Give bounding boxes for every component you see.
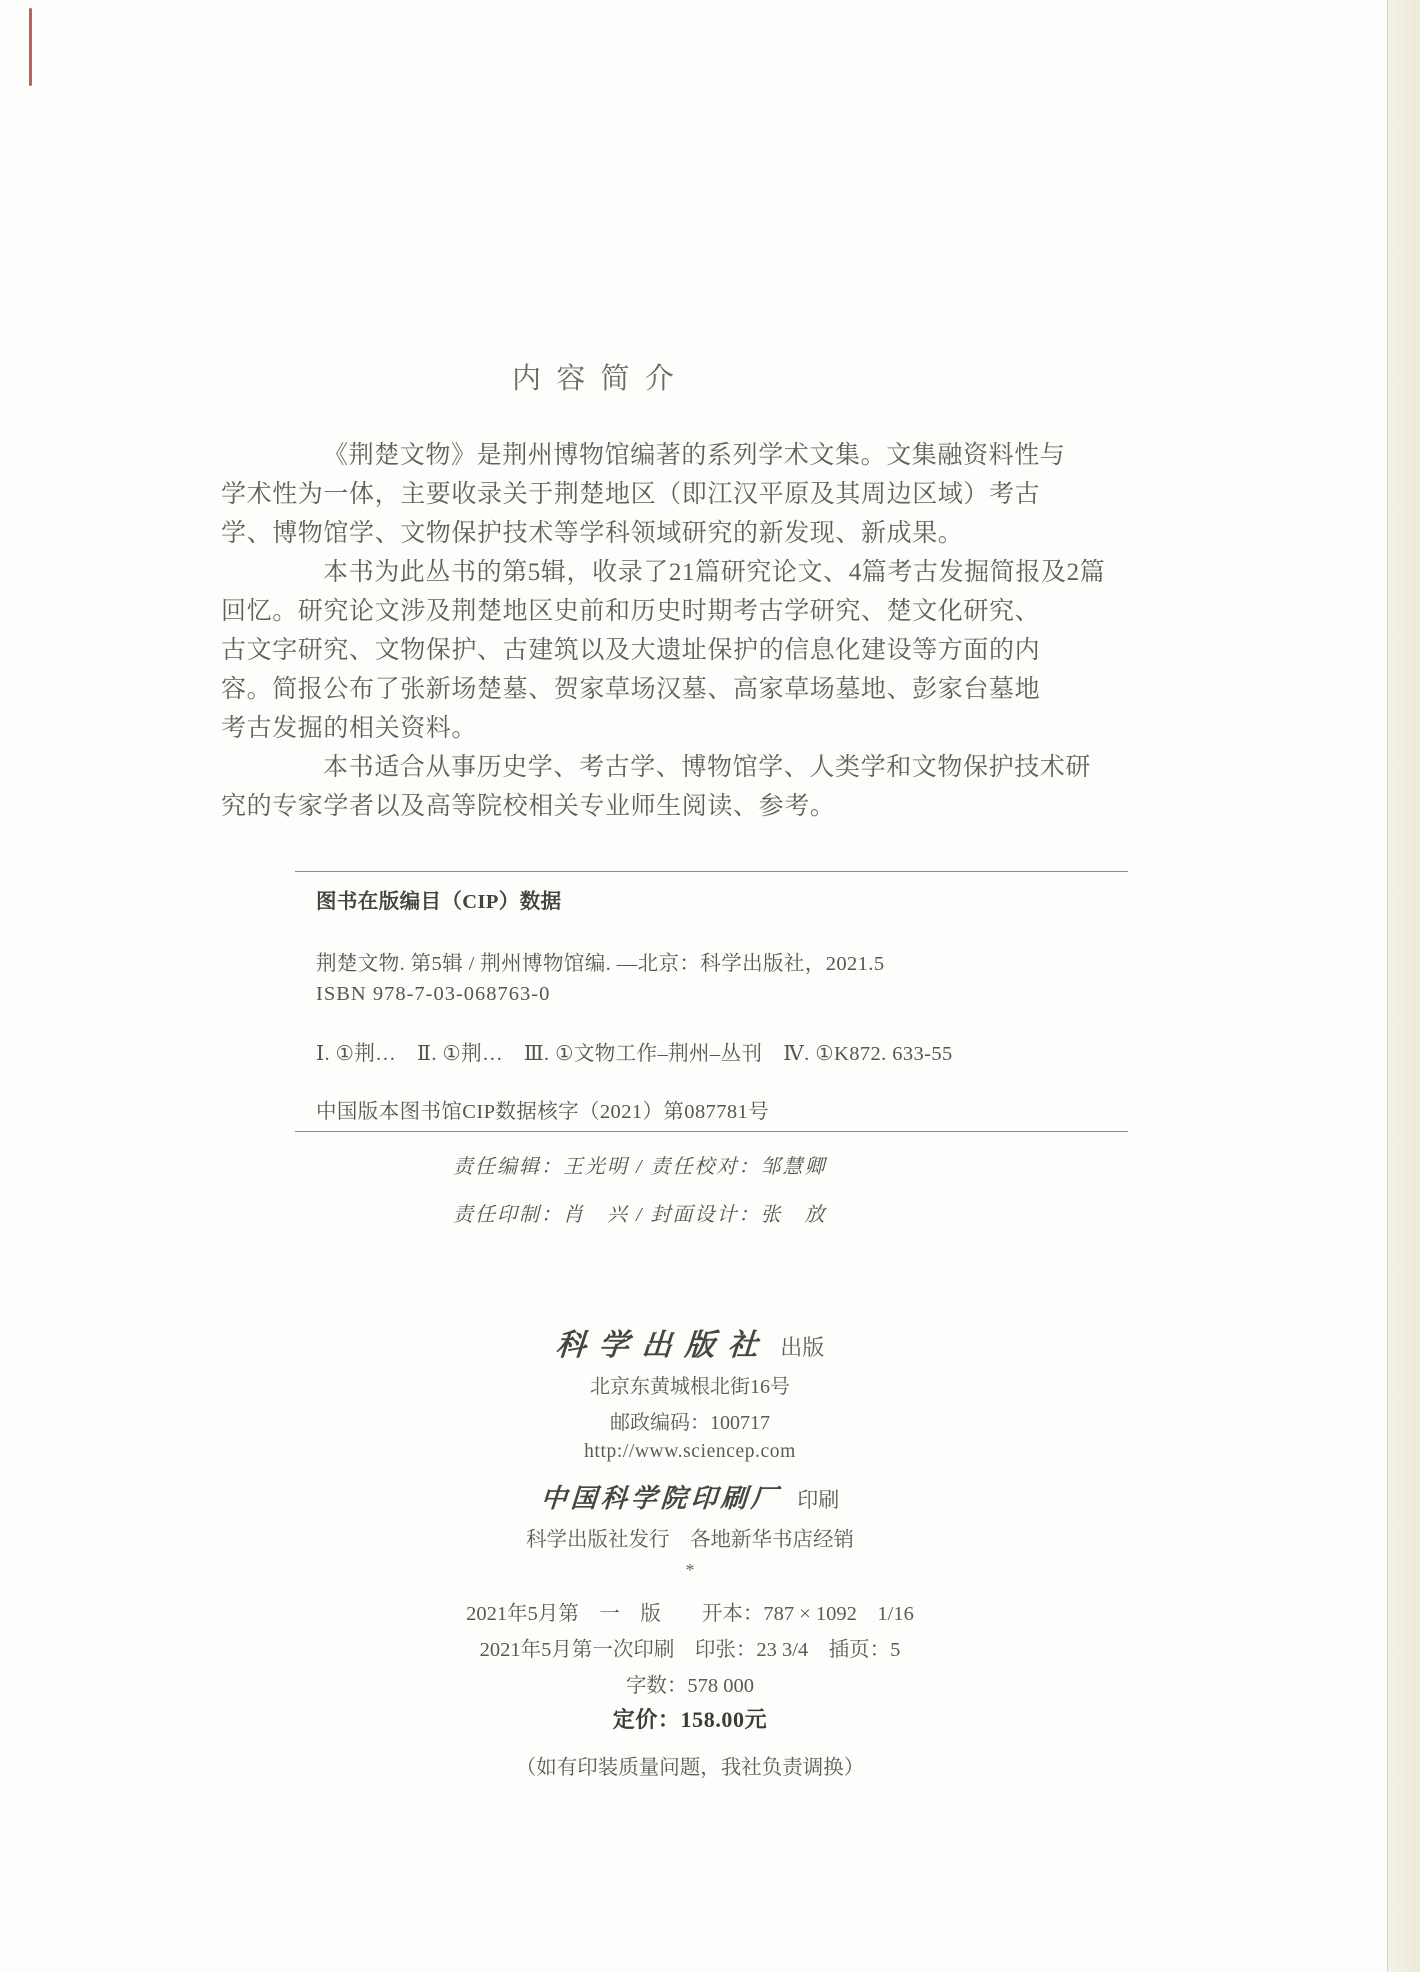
publisher-line	[290, 1320, 1090, 1364]
publisher-address: 北京东黄城根北街16号	[590, 1376, 790, 1398]
word-count-line: 字数：578 000	[625, 1675, 755, 1697]
intro-line: 《荆楚文物》是荆州博物馆编著的系列学术文集。文集融资料性与	[323, 442, 1066, 469]
publisher-website: http://www.sciencep.com	[584, 1441, 796, 1462]
printer-line	[290, 1478, 1090, 1515]
price-line: 定价：158.00元	[612, 1707, 768, 1732]
page-edge-strip	[1387, 0, 1420, 1972]
intro-paragraphs	[221, 436, 1105, 826]
credits-printer-line: 责任印制：肖 兴 / 封面设计：张 放	[453, 1204, 827, 1226]
cip-record-number-line: 中国版本图书馆CIP数据核字（2021）第087781号	[316, 1101, 770, 1123]
publisher-suffix-label: 出版	[780, 1335, 825, 1360]
cip-classification-line: Ⅰ. ①荆… Ⅱ. ①荆… Ⅲ. ①文物工作–荆州–丛刊 Ⅳ. ①K872. 633-55	[316, 1043, 953, 1065]
intro-line: 古文字研究、文物保护、古建筑以及大遗址保护的信息化建设等方面的内	[221, 637, 1041, 664]
publisher-logotype: 科学出版社	[554, 1329, 772, 1362]
cip-heading: 图书在版编目（CIP）数据	[316, 891, 562, 913]
intro-title: 内 容 简 介	[512, 363, 675, 395]
cip-isbn-line: ISBN 978-7-03-068763-0	[316, 983, 551, 1005]
distribution-line: 科学出版社发行 各地新华书店经销	[526, 1529, 854, 1551]
quality-notice-line: （如有印装质量问题，我社负责调换）	[515, 1757, 865, 1779]
printing-line: 2021年5月第一次印刷 印张：23 3/4 插页：5	[479, 1639, 901, 1661]
printer-logotype: 中国科学院印刷厂	[539, 1484, 782, 1513]
separator-asterisk: *	[685, 1560, 695, 1580]
intro-line: 本书为此丛书的第5辑，收录了21篇研究论文、4篇考古发掘简报及2篇	[323, 559, 1106, 586]
printer-suffix-label: 印刷	[797, 1488, 840, 1512]
scan-artifact-red-line	[29, 8, 32, 86]
intro-line: 考古发掘的相关资料。	[221, 715, 478, 742]
intro-line: 本书适合从事历史学、考古学、博物馆学、人类学和文物保护技术研	[323, 754, 1092, 781]
cip-box-bottom-rule	[295, 1131, 1128, 1132]
edition-line: 2021年5月第 一 版 开本：787 × 1092 1/16	[466, 1603, 914, 1625]
intro-line: 究的专家学者以及高等院校相关专业师生阅读、参考。	[221, 793, 836, 820]
intro-line: 学、博物馆学、文物保护技术等学科领域研究的新发现、新成果。	[221, 520, 964, 547]
cip-box-top-rule	[295, 871, 1128, 872]
publisher-postal-code: 邮政编码：100717	[610, 1412, 770, 1434]
intro-line: 回忆。研究论文涉及荆楚地区史前和历史时期考古学研究、楚文化研究、	[221, 598, 1041, 625]
cip-title-line: 荆楚文物. 第5辑 / 荆州博物馆编. —北京：科学出版社，2021.5	[316, 953, 885, 975]
credits-editor-line: 责任编辑：王光明 / 责任校对：邹慧卿	[453, 1156, 827, 1178]
intro-line: 容。简报公布了张新场楚墓、贺家草场汉墓、高家草场墓地、彭家台墓地	[221, 676, 1041, 703]
intro-line: 学术性为一体，主要收录关于荆楚地区（即江汉平原及其周边区域）考古	[221, 481, 1041, 508]
